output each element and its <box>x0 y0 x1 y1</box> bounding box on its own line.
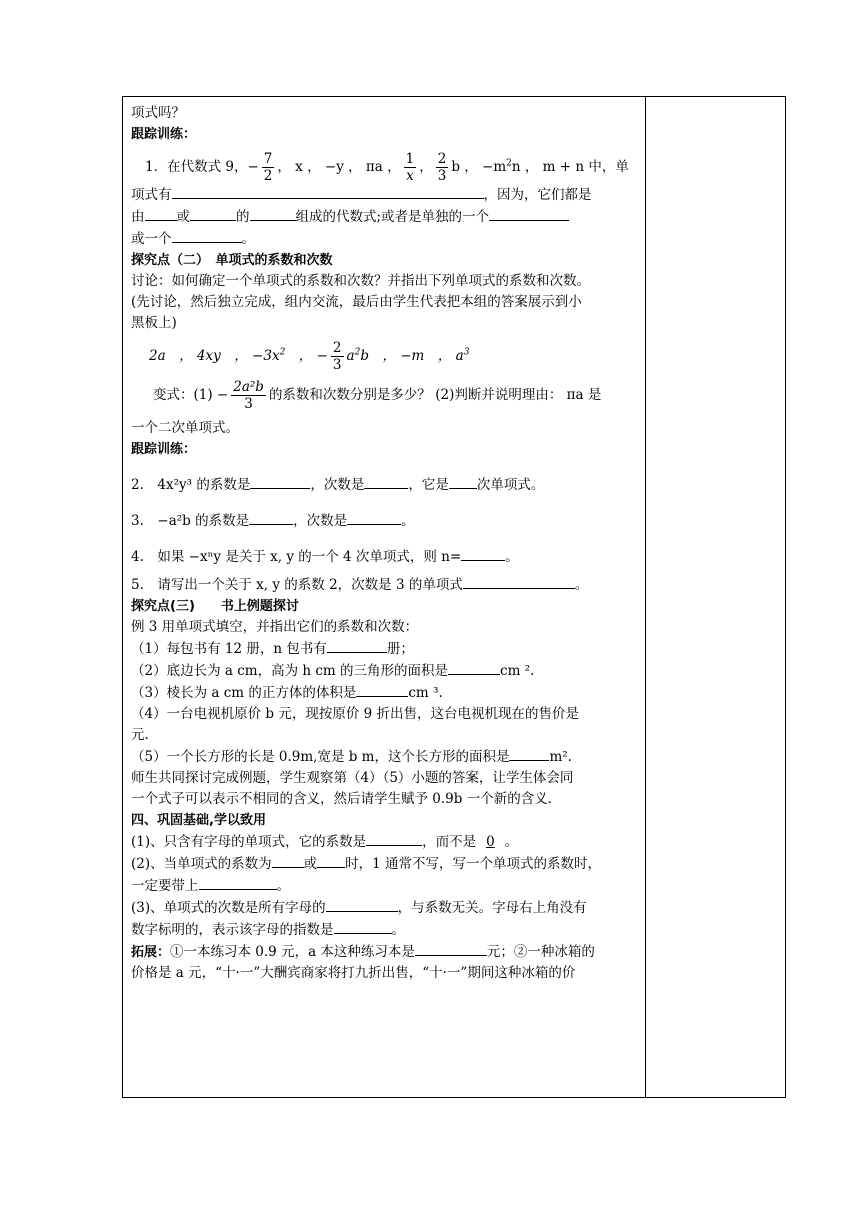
answer-blank[interactable] <box>364 474 408 489</box>
question-3: 3. −a²b 的系数是 ，次数是 。 <box>131 510 641 532</box>
text-line: 项式吗？ <box>131 105 185 121</box>
answer-blank[interactable] <box>145 206 177 221</box>
answer-blank[interactable] <box>190 206 236 221</box>
answer-blank[interactable] <box>317 853 345 868</box>
answer-blank[interactable] <box>326 897 398 912</box>
answer-blank[interactable] <box>463 574 575 589</box>
fraction: $\frac{1}{x}$ <box>405 151 415 184</box>
text-line: 元. <box>131 727 149 743</box>
monomial-list: 2a ， 4xy ， $-3x^2$ ， − $\frac{2}{3}$ $a^2b$ ， −m ， $a^3$ <box>149 340 470 373</box>
variant-question: 变式：(1) − $\frac{\text{2a²b}}{3}$ 的系数和次数分别是多少？ (2)判断并说明理由： πa 是 <box>153 379 602 412</box>
text-line: 讨论：如何确定一个单项式的系数和次数？并指出下列单项式的系数和次数。 <box>131 273 590 289</box>
section-heading: 跟踪训练： <box>131 442 197 457</box>
answer-blank[interactable] <box>489 206 569 221</box>
text-line: 例 3 用单项式填空，并指出它们的系数和次数： <box>131 619 419 635</box>
text-line: (先讨论，然后独立完成，组内交流，最后由学生代表把本组的答案展示到小 <box>131 294 582 310</box>
consolidation-item: (2)、当单项式的系数为 或 时，1 通常不写，写一个单项式的系数时， <box>131 853 641 875</box>
text-line: 黑板上) <box>131 315 177 331</box>
consolidation-item: (1)、只含有字母的单项式，它的系数是 ，而不是 0 。 <box>131 831 641 853</box>
fraction: $\frac{7}{2}$ <box>263 151 273 184</box>
text-line: 一定要带上 。 <box>131 875 641 897</box>
question-5: 5. 请写出一个关于 x, y 的系数 2，次数是 3 的单项式 。 <box>131 574 641 596</box>
underlined-answer: 0 <box>486 834 495 850</box>
answer-blank[interactable] <box>415 941 487 956</box>
content-table <box>122 96 786 1098</box>
question-2: 2. 4x²y³ 的系数是 ，次数是 ，它是 次单项式。 <box>131 474 641 496</box>
fraction: $\frac{2}{3}$ <box>332 340 342 373</box>
main-column <box>131 103 641 984</box>
section-heading: 跟踪训练： <box>131 127 197 142</box>
answer-blank[interactable] <box>461 546 505 561</box>
fraction: $\frac{2}{3}$ <box>437 151 447 184</box>
consolidation-item: (3)、单项式的次数是所有字母的 ，与系数无关。字母右上角没有 <box>131 897 641 919</box>
text-line: 一个二次单项式。 <box>131 420 239 436</box>
answer-blank[interactable] <box>347 510 401 525</box>
example-item: （1）每包书有 12 册，n 包书有 册； <box>131 638 641 660</box>
answer-blank[interactable] <box>272 853 304 868</box>
example-item: （2）底边长为 a cm，高为 h cm 的三角形的面积是 cm ². <box>131 660 641 682</box>
answer-blank[interactable] <box>509 746 549 761</box>
example-item: （4）一台电视机原价 b 元，现按原价 9 折出售，这台电视机现在的售价是 <box>131 706 579 722</box>
text-line: 数字标明的，表示该字母的指数是 。 <box>131 919 641 941</box>
extension-item: 拓展：①一本练习本 0.9 元，a 本这种练习本是 元；②一种冰箱的 <box>131 941 641 963</box>
answer-blank[interactable] <box>172 184 484 199</box>
answer-blank[interactable] <box>249 510 293 525</box>
answer-blank[interactable] <box>449 474 477 489</box>
text-line: 项式有 ，因为，它们都是 <box>131 184 641 206</box>
answer-blank[interactable] <box>199 875 277 890</box>
question-1: 1．在代数式 9，− $\frac{7}{2}$ ， x ， −y ， πa ， $\frac{1}{x}$ ， $\frac{2}{3}$ b ， $-m^2n$ ， m + n 中，单 <box>145 151 629 184</box>
answer-blank[interactable] <box>327 638 387 653</box>
section-heading: 探究点(三) 书上例题探讨 <box>131 599 299 614</box>
answer-blank[interactable] <box>250 474 310 489</box>
section-heading: 探究点（二） 单项式的系数和次数 <box>131 253 333 268</box>
text-line: 价格是 a 元，“十·一”大酬宾商家将打九折出售，“十·一”期间这种冰箱的价 <box>131 965 576 981</box>
example-item: （3）棱长为 a cm 的正方体的体积是 cm ³. <box>131 682 641 704</box>
column-divider <box>645 97 646 1097</box>
fraction: $\frac{\text{2a²b}}{3}$ <box>233 379 264 412</box>
text-line: 一个式子可以表示不相同的含义，然后请学生赋予 0.9b 一个新的含义. <box>131 791 552 807</box>
text-line: 或一个 。 <box>131 228 641 250</box>
example-item: （5）一个长方形的长是 0.9m,宽是 b m，这个长方形的面积是 m². <box>131 746 641 768</box>
answer-blank[interactable] <box>334 919 392 934</box>
section-heading: 四、巩固基础,学以致用 <box>131 813 266 828</box>
answer-blank[interactable] <box>448 660 500 675</box>
text-line: 由 或 的 组成的代数式;或者是单独的一个 <box>131 206 641 228</box>
answer-blank[interactable] <box>172 228 242 243</box>
question-4: 4. 如果 −xⁿy 是关于 x, y 的一个 4 次单项式，则 n= 。 <box>131 546 641 568</box>
answer-blank[interactable] <box>366 831 422 846</box>
extension-label: 拓展： <box>131 945 171 960</box>
text-line: 师生共同探讨完成例题，学生观察第（4）（5）小题的答案，让学生体会同 <box>131 770 574 786</box>
answer-blank[interactable] <box>356 682 408 697</box>
answer-blank[interactable] <box>250 206 296 221</box>
